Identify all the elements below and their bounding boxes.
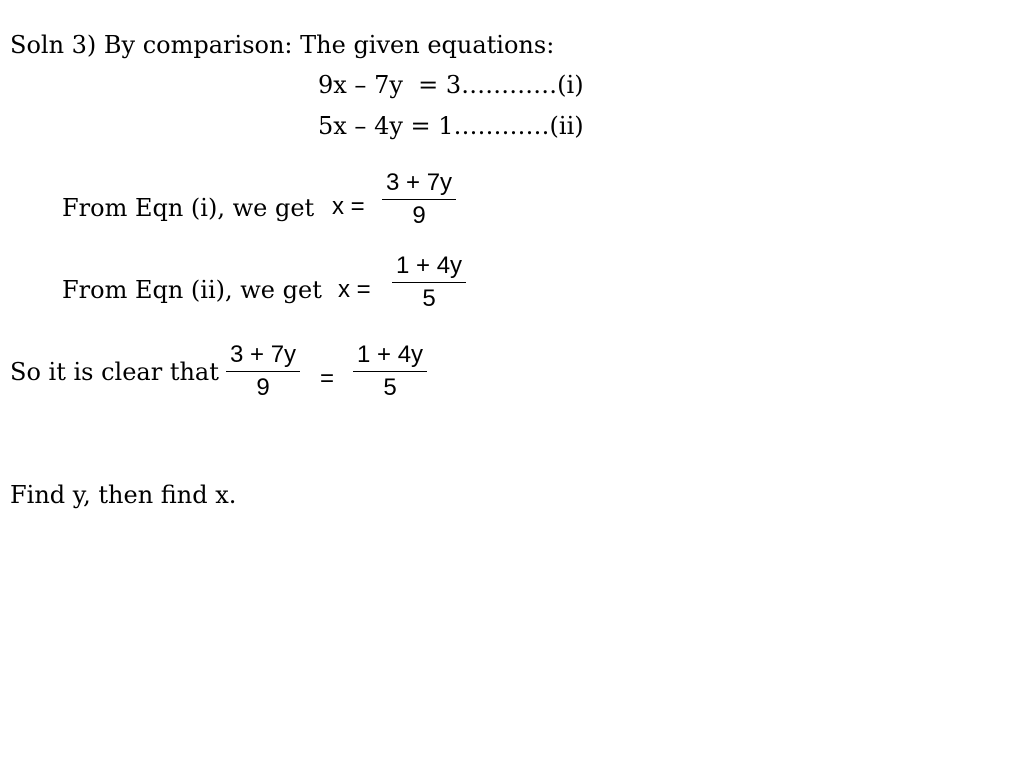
step2-fraction	[392, 253, 466, 312]
equation-ii: 5x – 4y = 1…………(ii)	[318, 112, 584, 140]
conclusion-left-denominator: 9	[256, 374, 270, 401]
equation-i: 9x – 7y = 3…………(i)	[318, 71, 584, 99]
step2-numerator: 1 + 4y	[392, 253, 466, 283]
conclusion-left-fraction	[226, 342, 300, 401]
conclusion-left-numerator: 3 + 7y	[226, 342, 300, 372]
step1-label: From Eqn (i), we get	[62, 194, 315, 222]
instruction-text: Find y, then find x.	[10, 481, 237, 509]
step2-label: From Eqn (ii), we get	[62, 276, 322, 304]
step1-denominator: 9	[412, 202, 426, 229]
step1-fraction	[382, 170, 456, 229]
step2-lhs: x =	[338, 276, 371, 303]
conclusion-right-denominator: 5	[383, 374, 397, 401]
conclusion-right-fraction	[353, 342, 427, 401]
conclusion-equals: =	[320, 365, 335, 392]
conclusion-right-numerator: 1 + 4y	[353, 342, 427, 372]
step2-denominator: 5	[422, 285, 436, 312]
solution-heading: Soln 3) By comparison: The given equations:	[10, 31, 555, 59]
step1-lhs: x =	[332, 193, 365, 220]
conclusion-label: So it is clear that	[10, 358, 219, 386]
step1-numerator: 3 + 7y	[382, 170, 456, 200]
